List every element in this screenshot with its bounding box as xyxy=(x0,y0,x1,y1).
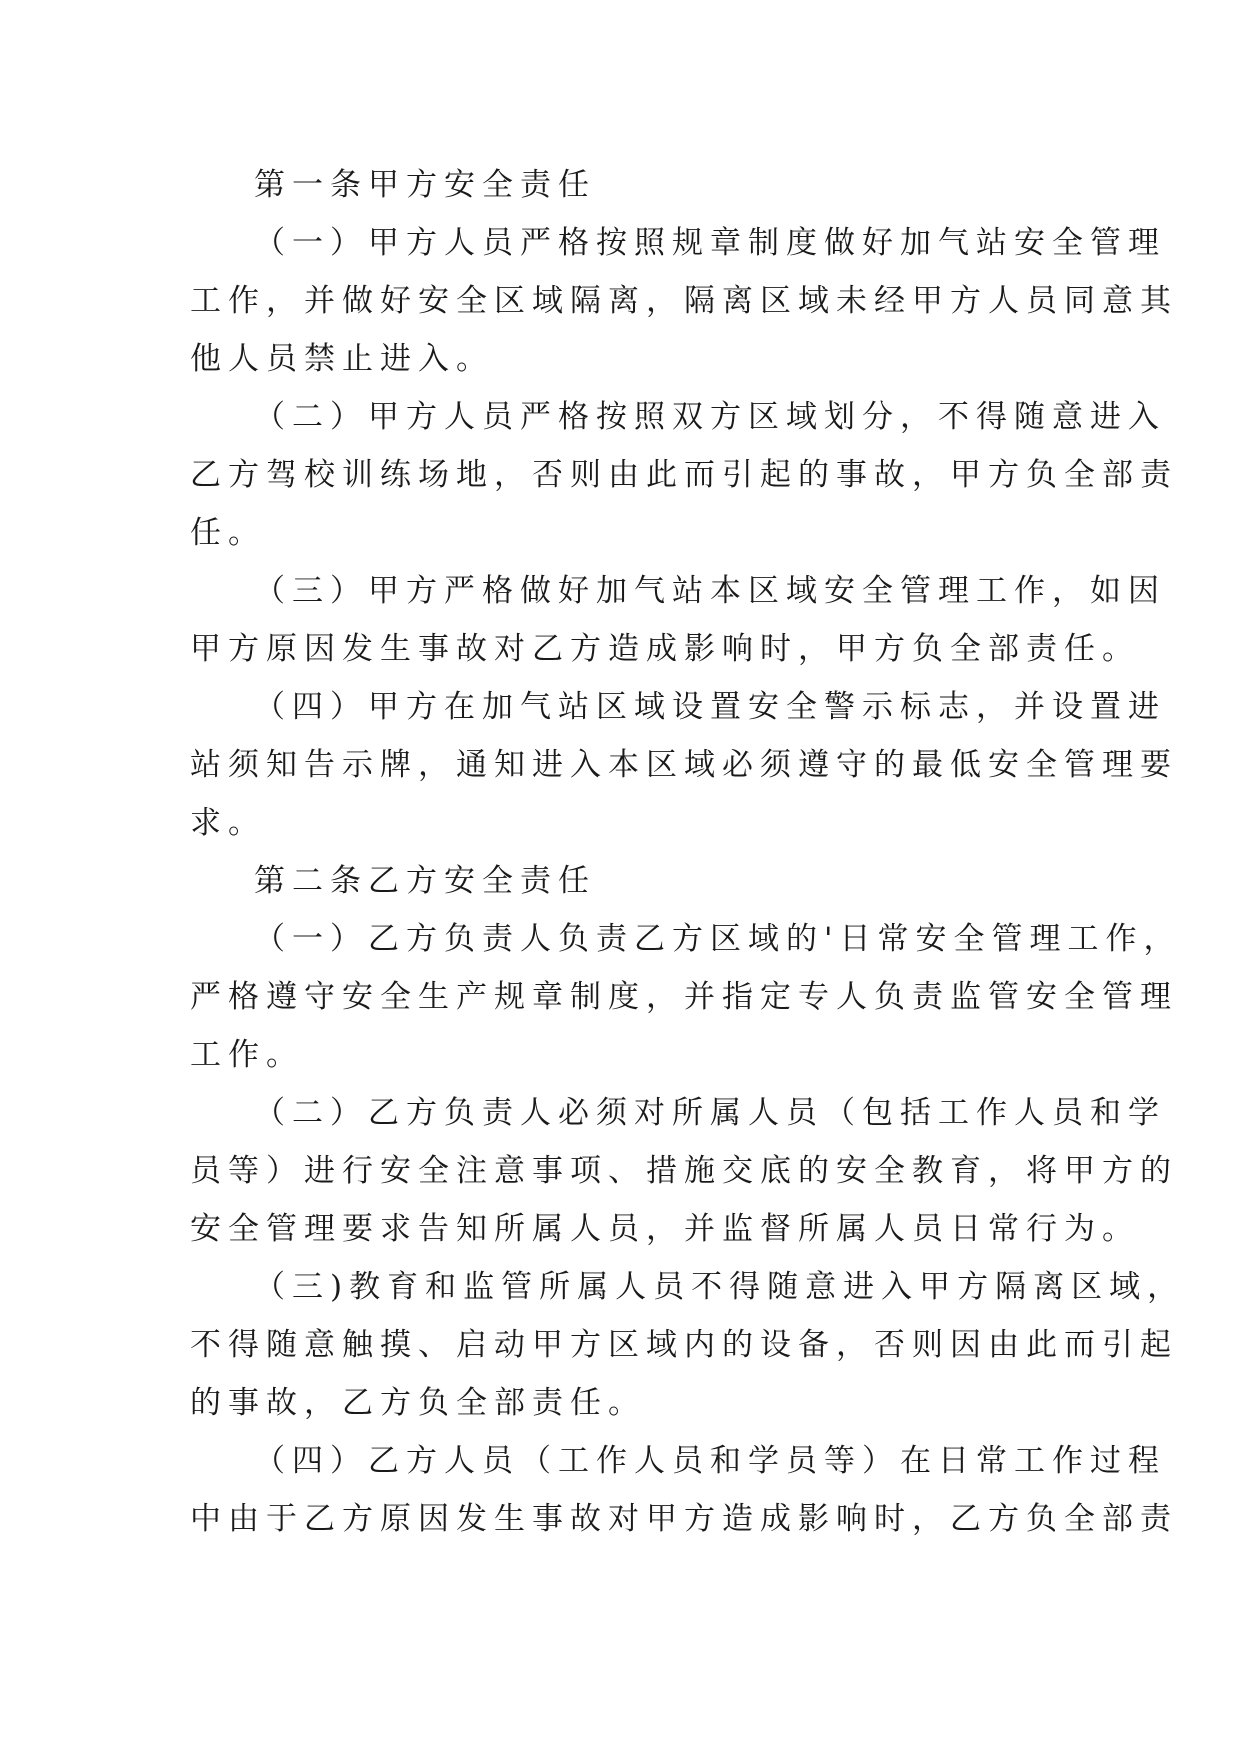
section-heading: 第一条甲方安全责任 xyxy=(254,167,596,203)
paragraph-line: 的事故，乙方负全部责任。 xyxy=(190,1385,646,1421)
document-body xyxy=(190,156,1186,1548)
paragraph-line: 求。 xyxy=(190,805,266,841)
paragraph-line: 站须知告示牌，通知进入本区域必须遵守的最低安全管理要 xyxy=(190,747,1178,783)
paragraph-line: （一）甲方人员严格按照规章制度做好加气站安全管理 xyxy=(254,225,1166,261)
paragraph-line: （二）乙方负责人必须对所属人员（包括工作人员和学 xyxy=(254,1095,1166,1131)
paragraph-line: （四）乙方人员（工作人员和学员等）在日常工作过程 xyxy=(254,1443,1166,1479)
paragraph-line: 工作，并做好安全区域隔离，隔离区域未经甲方人员同意其 xyxy=(190,283,1178,319)
paragraph-line: 中由于乙方原因发生事故对甲方造成影响时，乙方负全部责 xyxy=(190,1501,1178,1537)
paragraph-line: （三)教育和监管所属人员不得随意进入甲方隔离区域， xyxy=(254,1269,1186,1305)
paragraph-line: 安全管理要求告知所属人员，并监督所属人员日常行为。 xyxy=(190,1211,1140,1247)
paragraph-line: （三）甲方严格做好加气站本区域安全管理工作，如因 xyxy=(254,573,1166,609)
paragraph-line: 乙方驾校训练场地，否则由此而引起的事故，甲方负全部责 xyxy=(190,457,1178,493)
paragraph-line: 工作。 xyxy=(190,1037,304,1073)
paragraph-line: 他人员禁止进入。 xyxy=(190,341,494,377)
paragraph-line: 任。 xyxy=(190,515,266,551)
paragraph-line: （四）甲方在加气站区域设置安全警示标志，并设置进 xyxy=(254,689,1166,725)
paragraph-line: 员等）进行安全注意事项、措施交底的安全教育，将甲方的 xyxy=(190,1153,1178,1189)
paragraph-line: （一）乙方负责人负责乙方区域的'日常安全管理工作， xyxy=(254,921,1182,957)
paragraph-line: 甲方原因发生事故对乙方造成影响时，甲方负全部责任。 xyxy=(190,631,1140,667)
paragraph-line: 严格遵守安全生产规章制度，并指定专人负责监管安全管理 xyxy=(190,979,1178,1015)
section-heading: 第二条乙方安全责任 xyxy=(254,863,596,899)
paragraph-line: 不得随意触摸、启动甲方区域内的设备，否则因由此而引起 xyxy=(190,1327,1178,1363)
paragraph-line: （二）甲方人员严格按照双方区域划分，不得随意进入 xyxy=(254,399,1166,435)
